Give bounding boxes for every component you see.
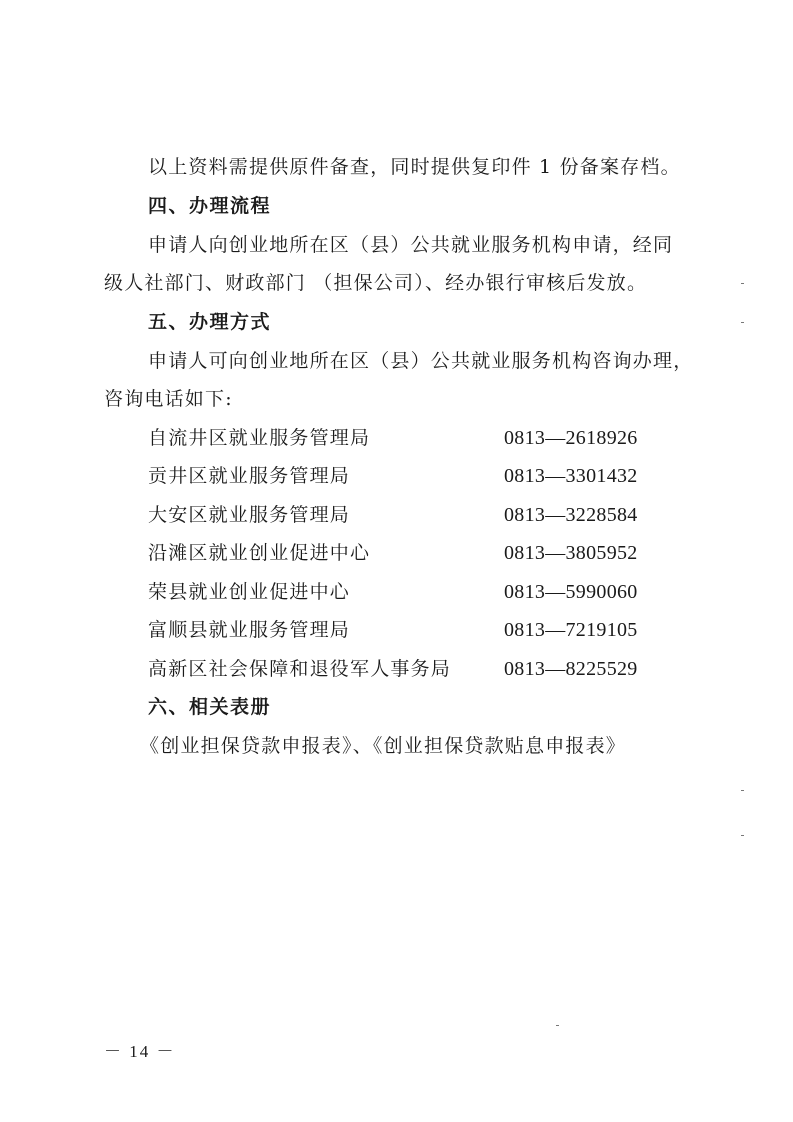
contact-phone-number: 0813—5990060 xyxy=(504,581,638,603)
process-paragraph-line-2: 级人社部门、财政部门 （担保公司）、经办银行审核后发放。 xyxy=(104,272,648,294)
contact-phone-number: 0813—2618926 xyxy=(504,427,638,449)
contact-row xyxy=(148,463,708,489)
contact-row xyxy=(148,617,708,643)
contact-phone-number: 0813—3301432 xyxy=(504,465,638,487)
intro-paragraph: 以上资料需提供原件备查，同时提供复印件 1 份备案存档。 xyxy=(148,156,681,178)
contact-row xyxy=(148,425,708,451)
contact-agency-name: 富顺县就业服务管理局 xyxy=(148,619,351,641)
contact-agency-name: 荣县就业创业促进中心 xyxy=(148,581,351,603)
contact-row xyxy=(148,579,708,605)
scan-speck xyxy=(741,790,744,791)
method-paragraph-line-1: 申请人可向创业地所在区（县）公共就业服务机构咨询办理， xyxy=(148,350,694,372)
contact-row xyxy=(148,656,708,682)
contact-row xyxy=(148,540,708,566)
process-paragraph-line-1: 申请人向创业地所在区（县）公共就业服务机构申请，经同 xyxy=(148,234,674,256)
contact-agency-name: 高新区社会保障和退役军人事务局 xyxy=(148,658,452,680)
section-heading-method: 五、办理方式 xyxy=(148,311,272,333)
contact-agency-name: 贡井区就业服务管理局 xyxy=(148,465,351,487)
contact-phone-number: 0813—7219105 xyxy=(504,619,638,641)
contact-phone-number: 0813—8225529 xyxy=(504,658,638,680)
scan-speck xyxy=(741,322,744,323)
section-heading-process: 四、办理流程 xyxy=(148,195,272,217)
contact-phone-number: 0813—3228584 xyxy=(504,504,638,526)
contact-agency-name: 沿滩区就业创业促进中心 xyxy=(148,542,371,564)
contact-row xyxy=(148,502,708,528)
method-paragraph-line-2: 咨询电话如下: xyxy=(104,388,233,410)
contact-agency-name: 大安区就业服务管理局 xyxy=(148,504,351,526)
scan-speck xyxy=(741,835,744,836)
page-number: － 14 － xyxy=(104,1042,176,1061)
contact-agency-name: 自流井区就业服务管理局 xyxy=(148,427,371,449)
section-heading-forms: 六、相关表册 xyxy=(148,696,272,718)
scan-speck xyxy=(556,1025,559,1026)
contact-phone-number: 0813—3805952 xyxy=(504,542,638,564)
scan-speck xyxy=(741,283,744,284)
forms-paragraph: 《创业担保贷款申报表》、《创业担保贷款贴息申报表》 xyxy=(140,735,627,757)
